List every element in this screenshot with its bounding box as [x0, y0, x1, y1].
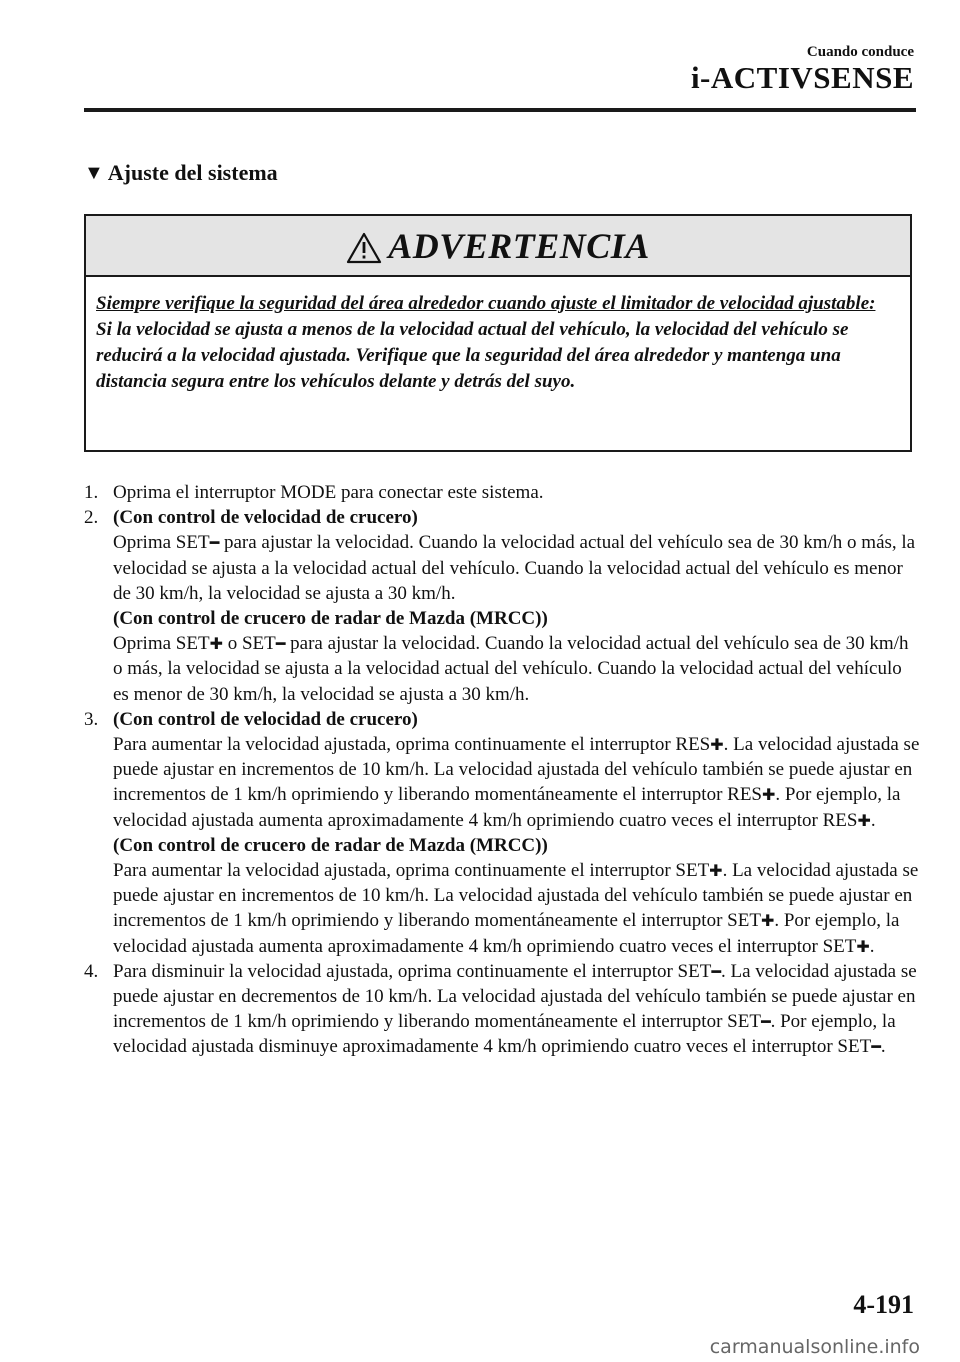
steps-list	[84, 480, 920, 1060]
plus-symbol-icon: ✚	[709, 861, 723, 881]
plus-symbol-icon: ✚	[762, 785, 776, 805]
step-paragraph: Para aumentar la velocidad ajustada, oprima continuamente el interruptor SET✚. La velocidad ajustada se puede ajustar en incrementos de 10 km/h. La velocidad ajustada del vehículo también se puede ajustar en incrementos de 1 km/h oprimiendo y liberando momentáneamente el interruptor SET✚. Por ejemplo, la velocidad ajustada aumenta aproximadamente 4 km/h oprimiendo cuatro veces el interruptor SET✚.	[113, 860, 919, 957]
minus-symbol-icon: ━	[871, 1037, 881, 1057]
step-paragraph: Oprima SET━ para ajustar la velocidad. Cuando la velocidad actual del vehículo sea de 30 km/h o más, la velocidad se ajusta a la velocidad actual del vehículo. Cuando la velocidad actual del vehículo es menor de 30 km/h, la velocidad se ajusta a 30 km/h.	[113, 532, 916, 604]
chapter-subtitle: Cuando conduce	[806, 44, 914, 60]
step-subheading: (Con control de crucero de radar de Mazda (MRCC))	[113, 834, 548, 856]
list-item	[84, 707, 920, 959]
minus-symbol-icon: ━	[275, 634, 286, 654]
minus-symbol-icon: ━	[760, 1012, 771, 1032]
step-subheading: (Con control de crucero de radar de Mazda (MRCC))	[113, 608, 548, 630]
section-title: Ajuste del sistema	[107, 160, 278, 185]
step-number: 3.	[84, 708, 99, 730]
list-item	[84, 480, 920, 505]
minus-symbol-icon: ━	[711, 961, 721, 981]
step-paragraph: Para aumentar la velocidad ajustada, oprima continuamente el interruptor RES✚. La velocidad ajustada se puede ajustar en incrementos de 10 km/h. La velocidad ajustada del vehículo también se puede ajustar en incrementos de 1 km/h oprimiendo y liberando momentáneamente el interruptor RES✚. Por ejemplo, la velocidad ajustada aumenta aproximadamente 4 km/h oprimiendo cuatro veces el interruptor RES✚.	[113, 734, 920, 831]
list-item	[84, 959, 920, 1060]
plus-symbol-icon: ✚	[857, 810, 871, 830]
warning-box	[84, 214, 912, 452]
warning-lead: Siempre verifique la seguridad del área alrededor cuando ajuste el limitador de velocidad ajustable:	[96, 293, 876, 314]
plus-symbol-icon: ✚	[209, 634, 223, 654]
triangle-down-icon: ▼	[84, 161, 104, 184]
chapter-title: i-ACTIVSENSE	[690, 60, 914, 95]
step-number: 2.	[84, 507, 99, 529]
minus-symbol-icon: ━	[209, 533, 220, 553]
step-content	[113, 505, 920, 707]
plus-symbol-icon: ✚	[710, 735, 724, 755]
step-subheading: (Con control de velocidad de crucero)	[113, 708, 418, 730]
step-subheading: (Con control de velocidad de crucero)	[113, 507, 418, 529]
plus-symbol-icon: ✚	[760, 911, 775, 931]
warning-header	[86, 216, 910, 277]
step-content	[113, 707, 920, 959]
section-heading	[84, 160, 278, 186]
warning-body	[86, 277, 910, 395]
step-paragraph: Oprima SET✚ o SET━ para ajustar la velocidad. Cuando la velocidad actual del vehículo sea de 30 km/h o más, la velocidad se ajusta a la velocidad actual del vehículo. Cuando la velocidad actual del vehículo es menor de 30 km/h, la velocidad se ajusta a 30 km/h.	[113, 633, 909, 705]
step-text: Oprima el interruptor MODE para conectar este sistema.	[113, 482, 544, 503]
warning-title: ADVERTENCIA	[388, 225, 650, 266]
page-number: 4-191	[853, 1290, 914, 1319]
plus-symbol-icon: ✚	[856, 936, 870, 956]
warning-triangle-icon	[346, 232, 382, 264]
watermark: carmanualsonline.info	[709, 1336, 920, 1358]
step-number: 4.	[84, 960, 99, 982]
step-number: 1.	[84, 482, 99, 503]
header-divider	[84, 108, 916, 112]
list-item	[84, 505, 920, 707]
step-paragraph: Para disminuir la velocidad ajustada, oprima continuamente el interruptor SET━. La velocidad ajustada se puede ajustar en decrementos de 10 km/h. La velocidad ajustada del vehículo también se puede ajustar en incrementos de 1 km/h oprimiendo y liberando momentáneamente el interruptor SET━. Por ejemplo, la velocidad ajustada disminuye aproximadamente 4 km/h oprimiendo cuatro veces el interruptor SET━.	[113, 960, 917, 1058]
warning-text: Si la velocidad se ajusta a menos de la velocidad actual del vehículo, la velocidad del vehículo se reducirá a la velocidad ajustada. Verifique que la seguridad del área alrededor y mantenga una distancia segura entre los vehículos delante y detrás del suyo.	[96, 319, 849, 392]
